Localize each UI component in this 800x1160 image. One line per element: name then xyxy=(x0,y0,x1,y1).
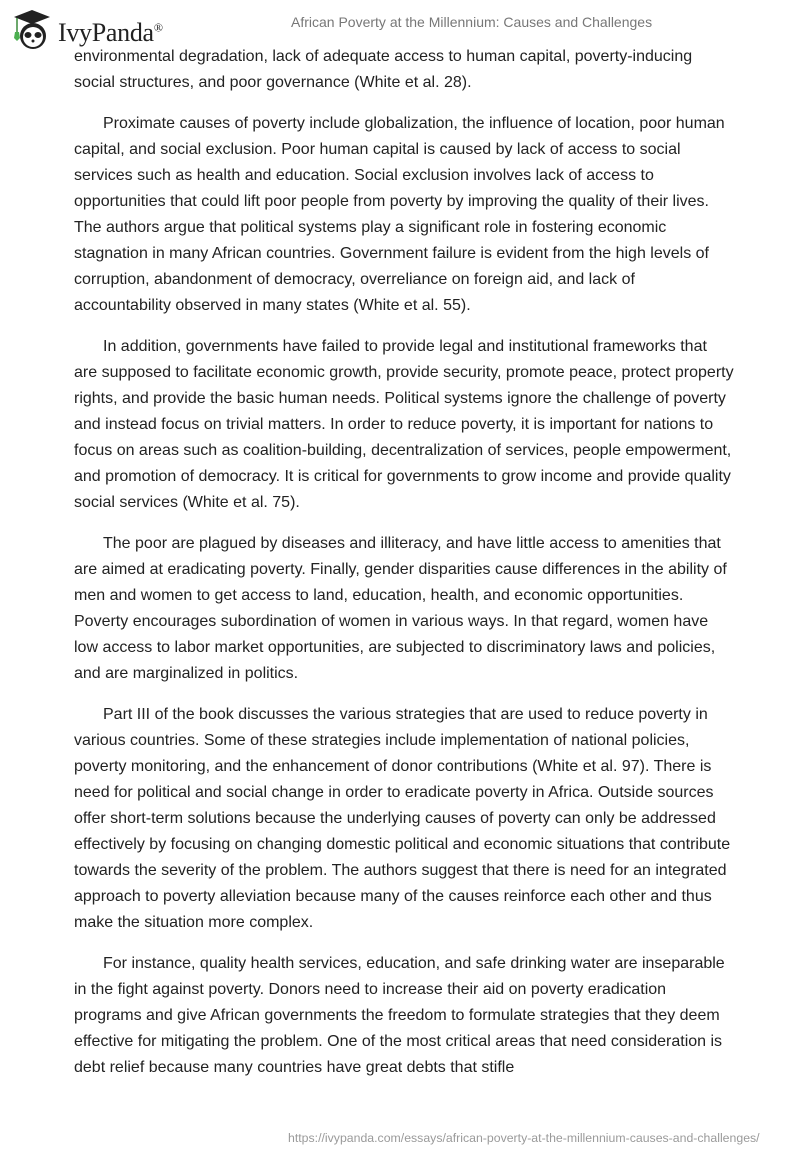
source-url-link[interactable]: https://ivypanda.com/essays/african-poverty-at-the-millennium-causes-and-challenges/ xyxy=(288,1131,760,1145)
paragraph: environmental degradation, lack of adequate access to human capital, poverty-inducing social structures, and poor governance (White et al. 28). xyxy=(74,48,693,91)
panda-graduate-icon xyxy=(12,8,52,52)
registered-mark: ® xyxy=(153,20,163,35)
brand-name: IvyPanda xyxy=(58,18,154,47)
essay-body xyxy=(74,44,734,1096)
paragraph: Part III of the book discusses the various strategies that are used to reduce poverty in various countries. Some of these strategies include implementation of national policies, poverty monitoring, and the enhancement of donor contributions (White et al. 97). There is need for political and social change in order to eradicate poverty in Africa. Outside sources offer short-term solutions because the underlying causes of poverty can only be addressed effectively by focusing on changing domestic political and economic situations that contribute towards the severity of the problem. The authors suggest that there is need for an integrated approach to poverty alleviation because many of the causes reinforce each other and thus make the situation more complex. xyxy=(74,706,731,931)
page-header xyxy=(0,0,800,50)
paragraph: For instance, quality health services, education, and safe drinking water are inseparable in the fight against poverty. Donors need to increase their aid on poverty eradication programs and give African governments the freedom to formulate strategies that they deem effective for mitigating the problem. One of the most critical areas that need consideration is debt relief because many countries have great debts that stifle xyxy=(74,955,725,1076)
paragraph: The poor are plagued by diseases and illiteracy, and have little access to amenities that are aimed at eradicating poverty. Finally, gender disparities cause differences in the ability of men and women to get access to land, education, health, and economic opportunities. Poverty encourages subordination of women in various ways. In that regard, women have low access to labor market opportunities, are subjected to discriminatory laws and policies, and are marginalized in politics. xyxy=(74,535,727,682)
document-title: African Poverty at the Millennium: Causes and Challenges xyxy=(291,14,653,30)
paragraph: Proximate causes of poverty include globalization, the influence of location, poor human capital, and social exclusion. Poor human capital is caused by lack of access to social services such as health and education. Social exclusion involves lack of access to opportunities that could lift poor people from poverty by improving the quality of their lives. The authors argue that political systems play a significant role in fostering economic stagnation in many African countries. Government failure is evident from the high levels of corruption, abandonment of democracy, overreliance on foreign aid, and lack of accountability observed in many states (White et al. 55). xyxy=(74,115,725,314)
paragraph: In addition, governments have failed to provide legal and institutional frameworks that are supposed to facilitate economic growth, provide security, promote peace, protect property rights, and provide the basic human needs. Political systems ignore the challenge of poverty and instead focus on trivial matters. In order to reduce poverty, it is important for nations to focus on areas such as coalition-building, decentralization of services, people empowerment, and promotion of democracy. It is critical for governments to grow income and provide quality social services (White et al. 75). xyxy=(74,338,734,511)
